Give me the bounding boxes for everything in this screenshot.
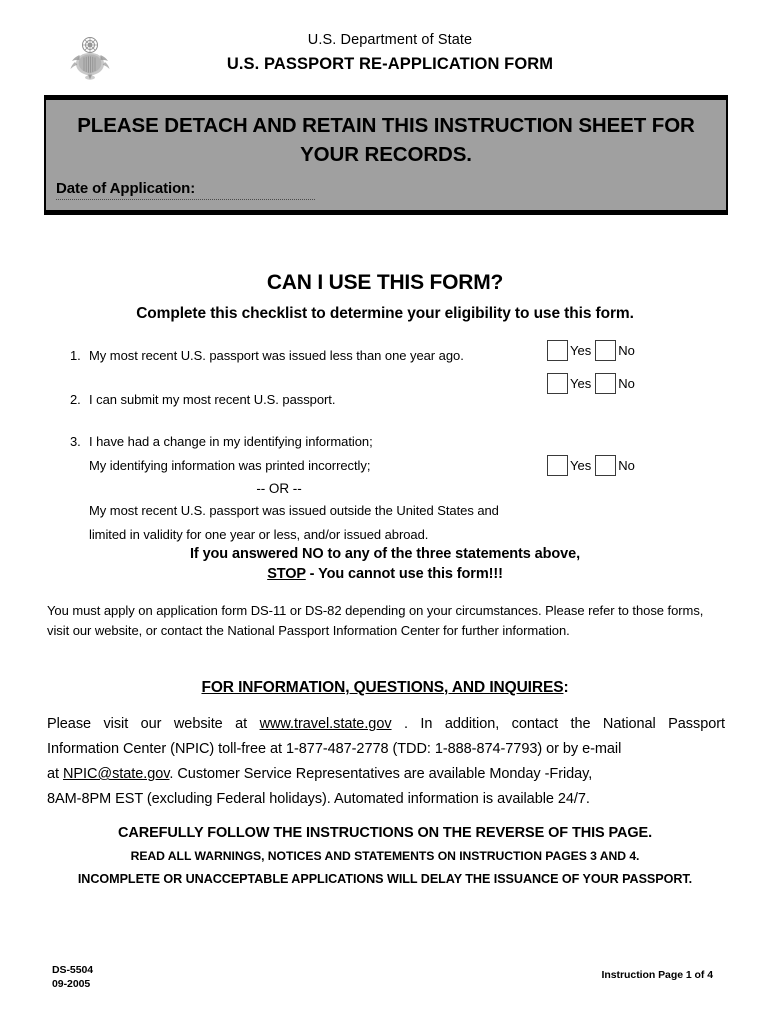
eligibility-title: CAN I USE THIS FORM? bbox=[266, 271, 504, 294]
checklist-item-2-number: 2. bbox=[70, 392, 81, 407]
footer-form-identifier bbox=[52, 963, 93, 991]
information-section-heading-text: FOR INFORMATION, QUESTIONS, AND INQUIRES bbox=[201, 679, 564, 696]
checkbox-item-2-yes-label: Yes bbox=[570, 375, 592, 391]
checkbox-item-1-no[interactable] bbox=[595, 340, 616, 361]
us-department-of-state-seal-icon bbox=[62, 32, 118, 84]
contact-line-3 bbox=[47, 762, 725, 787]
department-line: U.S. Department of State bbox=[307, 32, 473, 48]
bottom-instruction-line-3: INCOMPLETE OR UNACCEPTABLE APPLICATIONS WILL DELAY THE ISSUANCE OF YOUR PASSPORT. bbox=[77, 872, 693, 886]
website-link[interactable]: www.travel.state.gov bbox=[259, 716, 392, 732]
page-title: U.S. PASSPORT RE-APPLICATION FORM bbox=[226, 55, 554, 73]
bottom-instruction-line-1: CAREFULLY FOLLOW THE INSTRUCTIONS ON THE REVERSE OF THIS PAGE. bbox=[117, 825, 653, 841]
contact-line-1-suffix: . In addition, contact the National Passport bbox=[391, 716, 725, 732]
checklist-item-1-text: My most recent U.S. passport was issued less than one year ago. bbox=[89, 348, 464, 363]
information-section-heading-colon: : bbox=[563, 679, 569, 696]
checklist-item-3-line-2: My identifying information was printed incorrectly; bbox=[89, 458, 371, 473]
stop-notice bbox=[0, 544, 770, 584]
checklist-item-1-number: 1. bbox=[70, 348, 81, 363]
checklist-item-3-line-4: My most recent U.S. passport was issued outside the United States and bbox=[89, 503, 499, 518]
detach-instruction-box bbox=[44, 95, 728, 215]
eligibility-subtitle: Complete this checklist to determine your eligibility to use this form. bbox=[136, 305, 634, 322]
information-section-heading bbox=[0, 679, 770, 697]
date-of-application-field[interactable] bbox=[56, 180, 315, 200]
checklist-item-3-line-5: limited in validity for one year or less, and/or issued abroad. bbox=[89, 527, 429, 542]
contact-line-3-prefix: at bbox=[47, 766, 63, 782]
contact-information-block bbox=[47, 712, 725, 812]
checklist-item-3-number: 3. bbox=[70, 434, 81, 449]
checkbox-item-1-yes-label: Yes bbox=[570, 342, 592, 358]
bottom-instructions bbox=[0, 822, 770, 891]
checkbox-item-3-yes[interactable] bbox=[547, 455, 568, 476]
checkbox-item-2-no-label: No bbox=[618, 375, 635, 391]
email-link[interactable]: NPIC@state.gov bbox=[62, 766, 170, 782]
bottom-instruction-line-2: READ ALL WARNINGS, NOTICES AND STATEMENTS ON INSTRUCTION PAGES 3 AND 4. bbox=[130, 849, 640, 863]
checklist-item-3-answer-group bbox=[547, 455, 639, 476]
alternate-forms-paragraph: You must apply on application form DS-11 or DS-82 depending on your circumstances. Please refer to those forms, visit our website, or contact the National Passport Information Center for further information. bbox=[47, 603, 704, 638]
footer-page-indicator: Instruction Page 1 of 4 bbox=[601, 969, 713, 981]
checkbox-item-1-yes[interactable] bbox=[547, 340, 568, 361]
footer-form-date: 09-2005 bbox=[52, 978, 91, 990]
checkbox-item-1-no-label: No bbox=[618, 342, 635, 358]
document-header bbox=[0, 0, 770, 92]
checklist-item-1-answer-group bbox=[547, 340, 639, 361]
detach-heading: PLEASE DETACH AND RETAIN THIS INSTRUCTION SHEET FOR YOUR RECORDS. bbox=[77, 114, 695, 166]
checklist-item-3-or-separator: -- OR -- bbox=[256, 481, 302, 496]
date-of-application-label: Date of Application: bbox=[56, 180, 196, 197]
footer-form-number: DS-5504 bbox=[52, 964, 94, 976]
contact-line-3-suffix: . Customer Service Representatives are available Monday -Friday, bbox=[169, 766, 593, 782]
contact-line-1-prefix: Please visit our website at bbox=[47, 716, 260, 732]
contact-line-1 bbox=[47, 712, 725, 737]
stop-notice-line-2 bbox=[0, 564, 770, 584]
stop-keyword: STOP bbox=[267, 566, 306, 582]
checkbox-item-3-no-label: No bbox=[618, 457, 635, 473]
contact-line-4: 8AM-8PM EST (excluding Federal holidays). Automated information is available 24/7. bbox=[47, 791, 590, 807]
checkbox-item-3-yes-label: Yes bbox=[570, 457, 592, 473]
stop-notice-line-1: If you answered NO to any of the three statements above, bbox=[189, 546, 581, 562]
checkbox-item-3-no[interactable] bbox=[595, 455, 616, 476]
header-title-group bbox=[150, 31, 630, 76]
checkbox-item-2-yes[interactable] bbox=[547, 373, 568, 394]
checklist-item-2-text: I can submit my most recent U.S. passport. bbox=[89, 392, 336, 407]
checklist-item-2-answer-group bbox=[547, 373, 639, 394]
stop-notice-line-2-rest: - You cannot use this form!!! bbox=[305, 566, 503, 582]
contact-line-2: Information Center (NPIC) toll-free at 1-877-487-2778 (TDD: 1-888-874-7793) or by e-mail bbox=[47, 741, 622, 757]
checkbox-item-2-no[interactable] bbox=[595, 373, 616, 394]
checklist-item-3-line-1: I have had a change in my identifying information; bbox=[89, 434, 373, 449]
